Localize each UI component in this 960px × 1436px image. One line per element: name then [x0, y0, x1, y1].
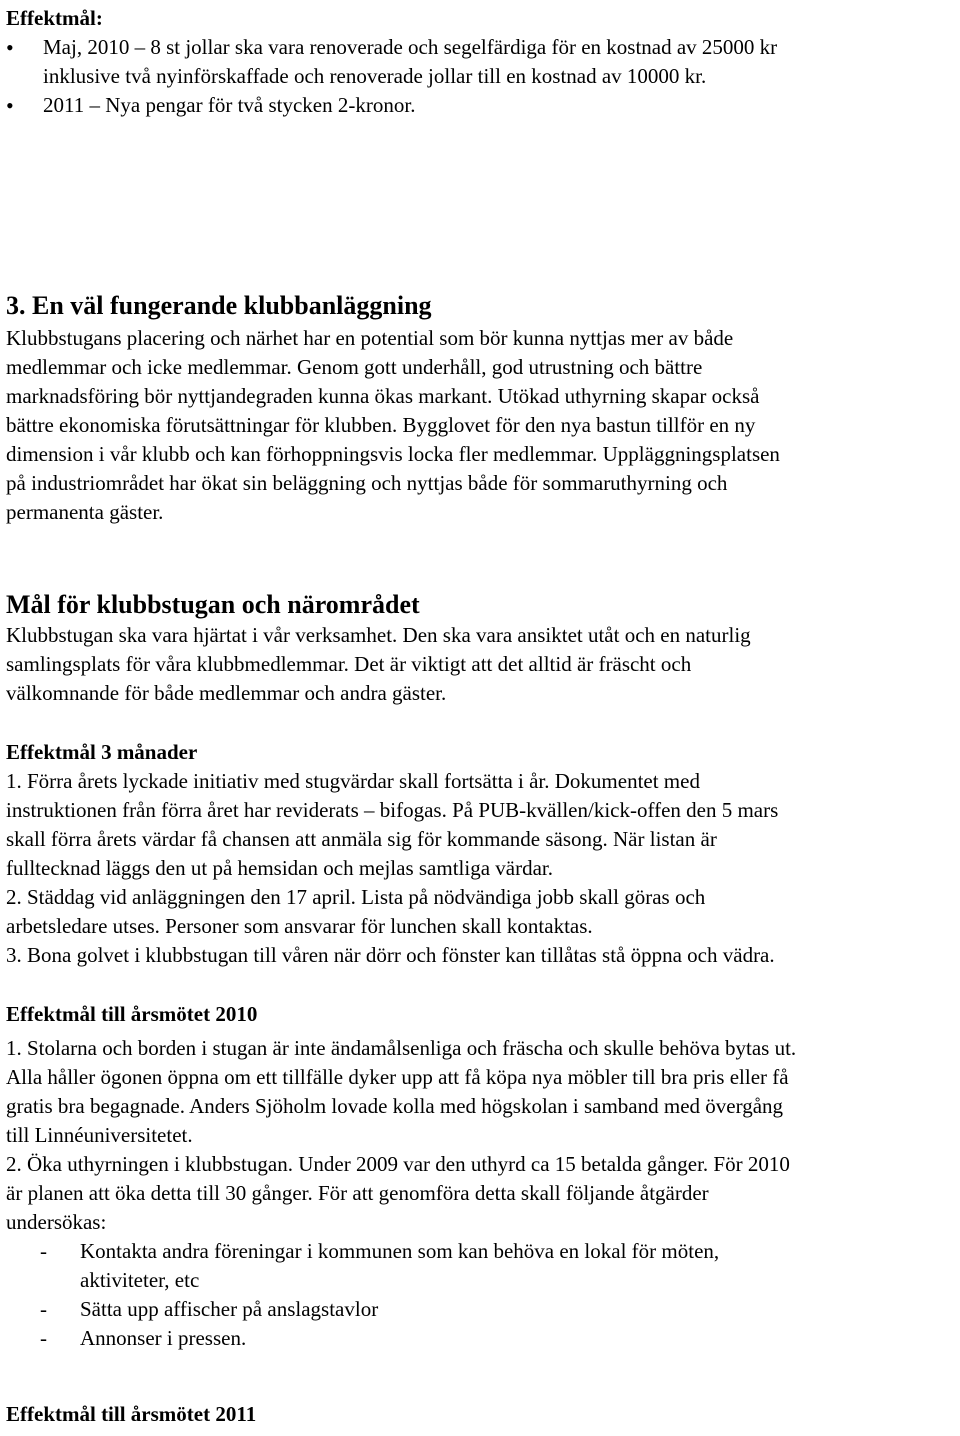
- dash-list-item: - Kontakta andra föreningar i kommunen som kan behöva en lokal för möten, aktiviteter, etc: [40, 1239, 720, 1292]
- paragraph: 1. Stolarna och borden i stugan är inte ändamålsenliga och fräscha och skulle behöva bytas ut. Alla håller ögonen öppna om ett tillfälle dyker upp att få köpa nya möbler till bra pris eller få gratis bra begagnade. Anders Sjöholm lovade kolla med högskolan i samband med övergång till Linnéuniversitetet. 2. Öka uthyrningen i klubbstugan. Under 2009 var den uthyrd ca 15 betalda gånger. För 2010 är planen att öka detta till 30 gånger. För att genomföra detta skall följande åtgärder undersökas:: [6, 1036, 797, 1234]
- bullet-item: • Maj, 2010 – 8 st jollar ska vara renoverade och segelfärdiga för en kostnad av 25000 kr inklusive två nyinförskaffade och renoverade jollar till en kostnad av 10000 kr.: [6, 33, 958, 91]
- bullet-icon: [6, 91, 36, 121]
- paragraph: 1. Förra årets lyckade initiativ med stugvärdar skall fortsätta i år. Dokumentet med instruktionen från förra året har reviderats – bifogas. På PUB-kvällen/kick-offen den 5 mars skall förra årets värdar få chansen att anmäla sig för kommande säsong. När listan är fulltecknad läggs den ut på hemsidan och mejlas samtliga värdar. 2. Städdag vid anläggningen den 17 april. Lista på nödvändiga jobb skall göras och arbetsledare utses. Personer som ansvarar för lunchen skall kontaktas. 3. Bona golvet i klubbstugan till våren när dörr och fönster kan tillåtas stå öppna och vädra.: [6, 769, 779, 967]
- dash-list-item: - Annonser i pressen.: [40, 1326, 247, 1350]
- section-heading: Mål för klubbstugan och närområdet: [6, 590, 420, 619]
- subsection-heading: Effektmål 3 månader: [6, 740, 198, 764]
- bullet-item: • 2011 – Nya pengar för två stycken 2-kronor.: [6, 91, 958, 120]
- section-heading: 3. En väl fungerande klubbanläggning: [6, 291, 432, 320]
- dash-list-item: - Sätta upp affischer på anslagstavlor: [40, 1297, 379, 1321]
- subsection-heading: Effektmål till årsmötet 2011: [6, 1402, 257, 1426]
- subsection-heading: Effektmål till årsmötet 2010: [6, 1002, 258, 1026]
- bullet-icon: [6, 33, 36, 63]
- effektmal-heading: Effektmål:: [6, 6, 103, 30]
- paragraph: Klubbstugan ska vara hjärtat i vår verksamhet. Den ska vara ansiktet utåt och en naturlig samlingsplats för våra klubbmedlemmar. Det är viktigt att det alltid är fräscht och välkomnande för både medlemmar och andra gäster.: [6, 623, 751, 705]
- paragraph: Klubbstugans placering och närhet har en potential som bör kunna nyttjas mer av både medlemmar och icke medlemmar. Genom gott underhåll, god utrustning och bättre marknadsföring bör nyttjandegraden kunna ökas markant. Utökad uthyrning skapar också bättre ekonomiska förutsättningar för klubben. Bygglovet för den nya bastun tillför en ny dimension i vår klubb och kan förhoppningsvis locka fler medlemmar. Uppläggningsplatsen på industriområdet har ökat sin beläggning och nyttjas både för sommaruthyrning och permanenta gäster.: [6, 326, 780, 524]
